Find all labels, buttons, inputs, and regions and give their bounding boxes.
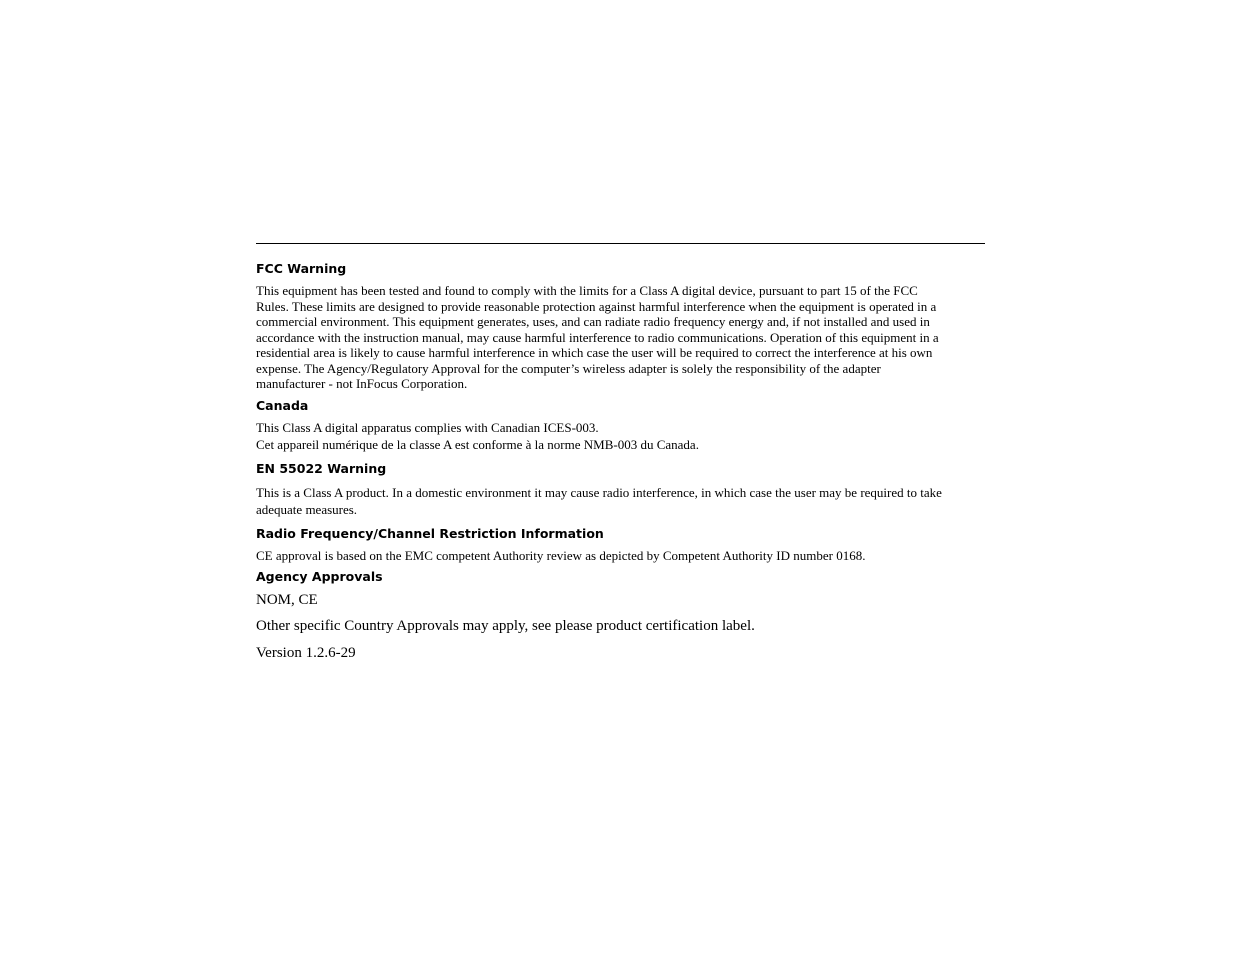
regulatory-page <box>256 243 985 662</box>
fcc-heading: FCC Warning <box>256 261 347 276</box>
agency-other-text: Other specific Country Approvals may apply, see please product certification label. <box>256 617 755 634</box>
fcc-line: manufacturer - not InFocus Corporation. <box>256 376 468 391</box>
en55022-heading: EN 55022 Warning <box>256 461 387 476</box>
radio-heading: Radio Frequency/Channel Restriction Information <box>256 526 604 541</box>
top-rule <box>256 243 985 244</box>
agency-heading: Agency Approvals <box>256 568 383 584</box>
fcc-line: commercial environment. This equipment generates, uses, and can radiate radio frequency energy and, if not installed and used in <box>256 314 930 329</box>
version-text: Version 1.2.6-29 <box>256 644 356 661</box>
en55022-paragraph <box>256 484 985 518</box>
canada-heading: Canada <box>256 397 309 413</box>
fcc-line: Rules. These limits are designed to provide reasonable protection against harmful interference when the equipment is operated in a <box>256 298 937 314</box>
canada-text-en <box>256 420 985 436</box>
fcc-line: accordance with the instruction manual, may cause harmful interference to radio communications. Operation of this equipment in a <box>256 329 939 345</box>
fcc-line: residential area is likely to cause harmful interference in which case the user will be required to correct the interference at his own <box>256 345 933 360</box>
canada-line-fr: Cet appareil numérique de la classe A est conforme à la norme NMB-003 du Canada. <box>256 436 699 452</box>
fcc-line: expense. The Agency/Regulatory Approval for the computer’s wireless adapter is solely the responsibility of the adapter <box>256 360 881 376</box>
canada-text-fr <box>256 437 985 453</box>
radio-paragraph <box>256 548 985 564</box>
fcc-line: This equipment has been tested and found to comply with the limits for a Class A digital device, pursuant to part 15 of the FCC <box>256 283 918 298</box>
canada-line-en: This Class A digital apparatus complies with Canadian ICES-003. <box>256 419 599 435</box>
en55022-line: adequate measures. <box>256 502 358 517</box>
radio-line: CE approval is based on the EMC competent Authority review as depicted by Competent Authority ID number 0168. <box>256 548 866 563</box>
fcc-paragraph <box>256 283 985 392</box>
en55022-line: This is a Class A product. In a domestic environment it may cause radio interference, in which case the user may be required to take <box>256 485 942 500</box>
agency-approvals-text: NOM, CE <box>256 591 318 608</box>
